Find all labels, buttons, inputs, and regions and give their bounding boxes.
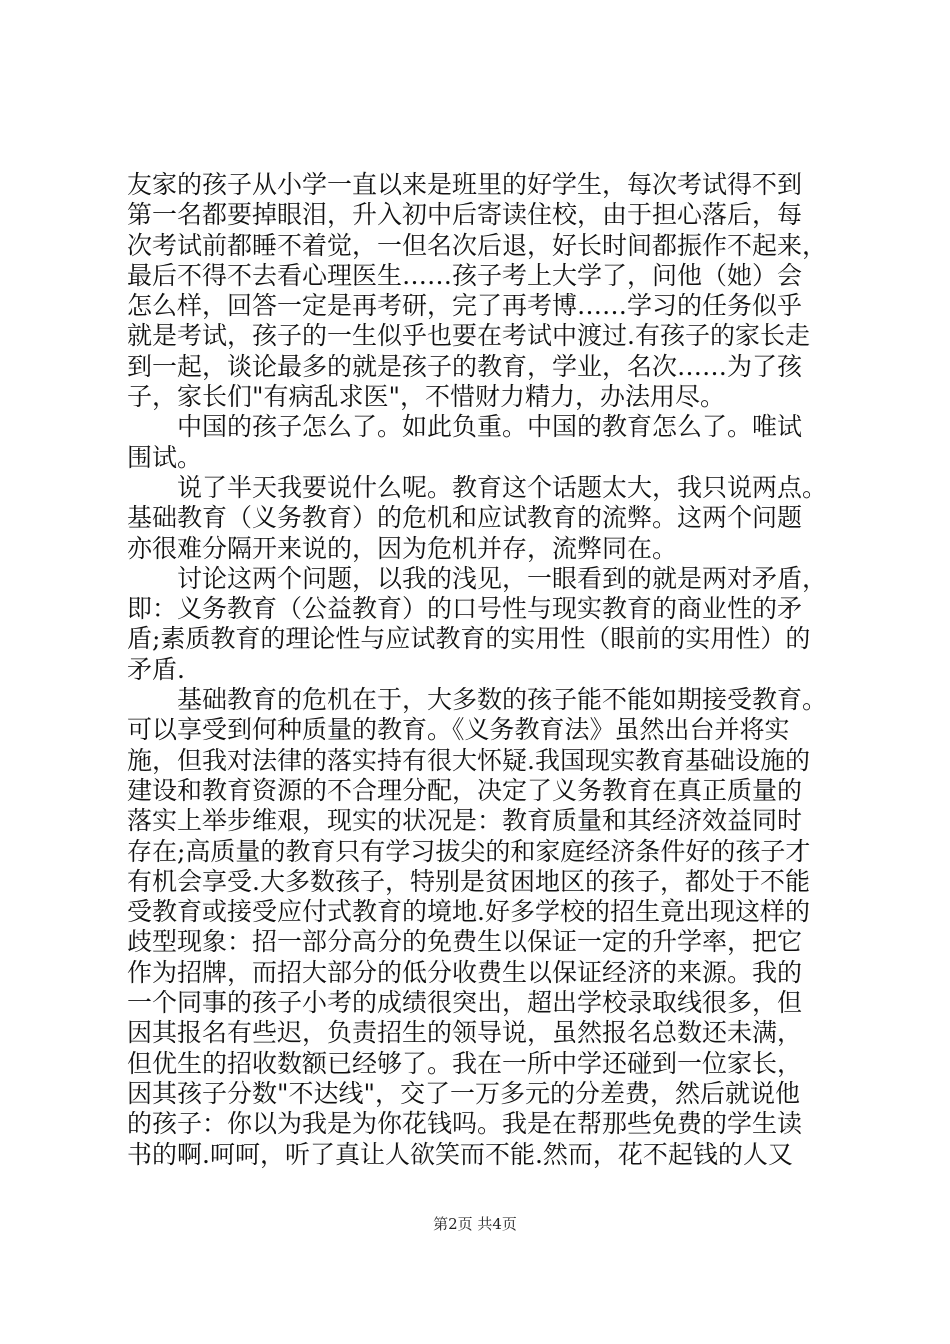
text-line: 基础教育（义务教育）的危机和应试教育的流弊。这两个问题 <box>127 503 803 533</box>
text-line: 围试。 <box>127 442 203 472</box>
text-line: 施，但我对法律的落实持有很大怀疑.我国现实教育基础设施的 <box>127 745 810 775</box>
text-line: 的孩子：你以为我是为你花钱吗。我是在帮那些免费的学生读 <box>127 1109 803 1139</box>
text-line: 第一名都要掉眼泪，升入初中后寄读住校，由于担心落后，每 <box>127 200 803 230</box>
text-line: 建设和教育资源的不合理分配，决定了义务教育在真正质量的 <box>127 775 803 805</box>
text-line: 歧型现象：招一部分高分的免费生以保证一定的升学率，把它 <box>127 927 803 957</box>
text-line: 因其报名有些迟，负责招生的领导说，虽然报名总数还未满， <box>127 1018 803 1048</box>
text-line: 受教育或接受应付式教育的境地.好多学校的招生竟出现这样的 <box>127 897 810 927</box>
text-line: 子，家长们"有病乱求医"，不惜财力精力，办法用尽。 <box>127 382 726 412</box>
text-line: 到一起，谈论最多的就是孩子的教育，学业，名次……为了孩 <box>127 351 803 381</box>
text-line: 书的啊.呵呵，听了真让人欲笑而不能.然而，花不起钱的人又 <box>127 1139 793 1169</box>
text-line: 可以享受到何种质量的教育。《义务教育法》虽然出台并将实 <box>127 715 790 745</box>
text-line: 次考试前都睡不着觉，一但名次后退，好长时间都振作不起来， <box>127 230 828 260</box>
text-line: 即：义务教育（公益教育）的口号性与现实教育的商业性的矛 <box>127 594 803 624</box>
text-line: 亦很难分隔开来说的，因为危机并存，流弊同在。 <box>127 533 678 563</box>
text-line: 友家的孩子从小学一直以来是班里的好学生，每次考试得不到 <box>127 170 803 199</box>
page-footer: 第2页 共4页 <box>433 1215 517 1233</box>
text-line: 中国的孩子怎么了。如此负重。中国的教育怎么了。唯试 <box>127 412 803 442</box>
text-line: 讨论这两个问题，以我的浅见，一眼看到的就是两对矛盾， <box>127 563 828 593</box>
text-line: 说了半天我要说什么呢。教育这个话题太大，我只说两点。 <box>127 472 828 502</box>
text-line: 但优生的招收数额已经够了。我在一所中学还碰到一位家长， <box>127 1048 803 1078</box>
text-line: 就是考试，孩子的一生似乎也要在考试中渡过.有孩子的家长走 <box>127 321 810 351</box>
text-line: 盾;素质教育的理论性与应试教育的实用性（眼前的实用性）的 <box>127 624 811 654</box>
text-line: 基础教育的危机在于，大多数的孩子能不能如期接受教育。 <box>127 685 828 715</box>
text-line: 怎么样，回答一定是再考研，完了再考博……学习的任务似乎 <box>127 291 803 321</box>
text-line: 最后不得不去看心理医生……孩子考上大学了，问他（她）会 <box>127 260 803 290</box>
text-line: 一个同事的孩子小考的成绩很突出，超出学校录取线很多，但 <box>127 988 803 1018</box>
document-body <box>127 170 835 1170</box>
text-line: 作为招牌，而招大部分的低分收费生以保证经济的来源。我的 <box>127 957 803 987</box>
text-line: 因其孩子分数"不达线"，交了一万多元的分差费，然后就说他 <box>127 1078 801 1108</box>
text-line: 落实上举步维艰，现实的状况是：教育质量和其经济效益同时 <box>127 806 803 836</box>
text-line: 有机会享受.大多数孩子，特别是贫困地区的孩子，都处于不能 <box>127 866 810 896</box>
text-line: 存在;高质量的教育只有学习拔尖的和家庭经济条件好的孩子才 <box>127 836 811 866</box>
text-line: 矛盾. <box>127 654 185 684</box>
